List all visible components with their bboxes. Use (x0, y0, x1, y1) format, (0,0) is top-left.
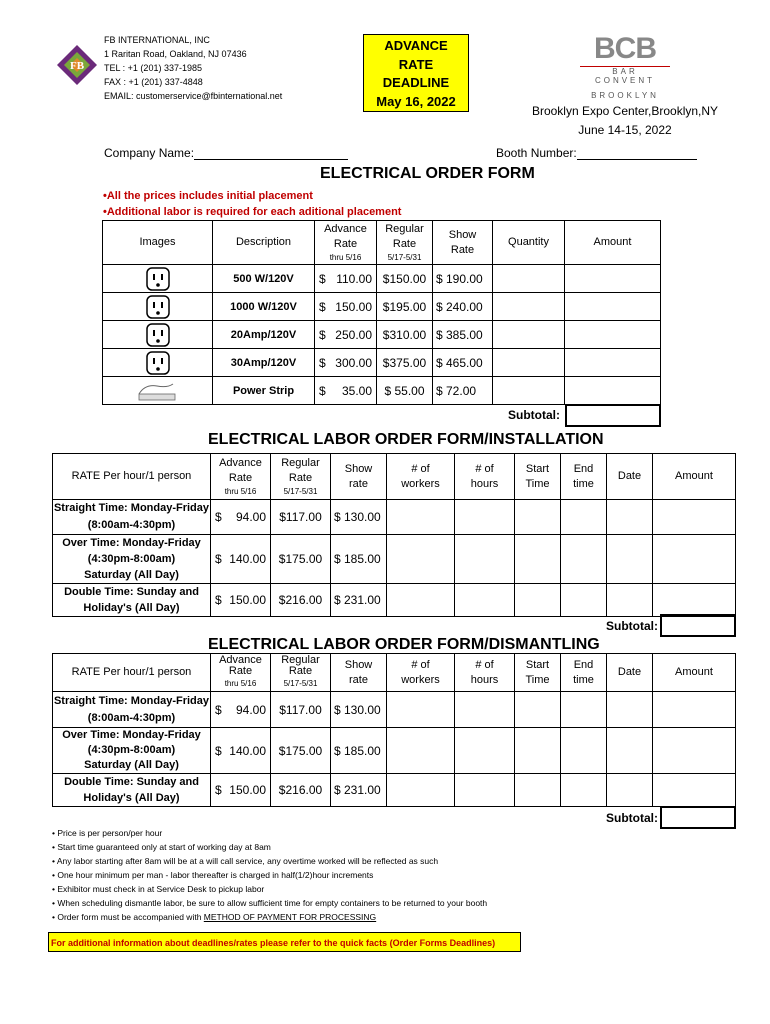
col-show-rate: Show rate (331, 654, 387, 692)
end-time-input[interactable] (561, 692, 607, 728)
hours-input[interactable] (455, 728, 515, 774)
col-amount: Amount (653, 454, 736, 500)
dismantling-labor-table (52, 653, 736, 807)
row-regular-rate: $310.00 (377, 321, 433, 349)
installation-subtotal-label: Subtotal: (606, 619, 658, 633)
hours-input[interactable] (455, 535, 515, 584)
note-item: • Price is per person/per hour (52, 828, 163, 838)
note-item: • Any labor starting after 8am will be at a will call service, any overtime worked will be reflected as such (52, 856, 439, 866)
electrical-order-title: ELECTRICAL ORDER FORM (320, 165, 535, 182)
row-regular-rate: $175.00 (271, 728, 331, 774)
col-amount: Amount (653, 654, 736, 692)
rate-label: Double Time: Sunday and Holiday's (All Day) (53, 584, 211, 617)
quantity-input[interactable] (493, 293, 565, 321)
row-show-rate: $ 190.00 (433, 265, 493, 293)
table-row (103, 265, 661, 293)
table-row (53, 692, 736, 728)
event-venue: Brooklyn Expo Center,Brooklyn,NY (531, 104, 719, 118)
amount-cell (653, 535, 736, 584)
row-regular-rate: $150.00 (377, 265, 433, 293)
row-advance-rate: $ 35.00 (315, 377, 377, 405)
col-amount: Amount (565, 221, 661, 265)
amount-cell (565, 293, 661, 321)
col-regular-rate: Regular Rate 5/17-5/31 (271, 654, 331, 692)
row-regular-rate: $175.00 (271, 535, 331, 584)
amount-cell (565, 321, 661, 349)
workers-input[interactable] (387, 500, 455, 535)
row-regular-rate: $216.00 (271, 584, 331, 617)
col-rate-per-hour: RATE Per hour/1 person (53, 654, 211, 692)
order-subtotal-label: Subtotal: (508, 408, 560, 422)
date-input[interactable] (607, 728, 653, 774)
row-advance-rate: $ 150.00 (211, 774, 271, 807)
dismantling-subtotal-label: Subtotal: (606, 811, 658, 825)
end-time-input[interactable] (561, 584, 607, 617)
row-show-rate: $ 185.00 (331, 535, 387, 584)
start-time-input[interactable] (515, 728, 561, 774)
quantity-input[interactable] (493, 265, 565, 293)
outlet-icon (103, 321, 213, 349)
note-item: • One hour minimum per man - labor thereafter is charged in half(1/2)hour increments (52, 870, 374, 880)
rate-label: Straight Time: Monday-Friday (8:00am-4:30pm) (53, 500, 211, 535)
rate-label: Double Time: Sunday and Holiday's (All Day) (53, 774, 211, 807)
col-hours: # of hours (455, 654, 515, 692)
row-advance-rate: $ 150.00 (211, 584, 271, 617)
rate-label: Over Time: Monday-Friday (4:30pm-8:00am) Saturday (All Day) (53, 535, 211, 584)
company-tel: TEL : +1 (201) 337-1985 (104, 63, 202, 73)
company-email: EMAIL: customerservice@fbinternational.net (104, 91, 283, 101)
booth-number-field (496, 146, 697, 160)
row-advance-rate: $ 140.00 (211, 728, 271, 774)
outlet-icon (103, 265, 213, 293)
workers-input[interactable] (387, 535, 455, 584)
company-name-field (104, 146, 348, 160)
row-advance-rate: $ 110.00 (315, 265, 377, 293)
row-show-rate: $ 130.00 (331, 500, 387, 535)
start-time-input[interactable] (515, 774, 561, 807)
bcb-logo-text: BCB (594, 32, 656, 65)
note-item: • Exhibitor must check in at Service Desk to pickup labor (52, 884, 265, 894)
row-advance-rate: $ 140.00 (211, 535, 271, 584)
outlet-icon (103, 293, 213, 321)
deadline-date: May 16, 2022 (376, 93, 456, 109)
rate-label: Over Time: Monday-Friday (4:30pm-8:00am) Saturday (All Day) (53, 728, 211, 774)
order-notes (103, 188, 401, 220)
table-row (53, 584, 736, 617)
note-item: • When scheduling dismantle labor, be sure to allow sufficient time for empty containers to be returned to your booth (52, 898, 488, 908)
event-dates: June 14-15, 2022 (578, 123, 672, 137)
order-subtotal-input[interactable] (565, 404, 661, 427)
start-time-input[interactable] (515, 535, 561, 584)
row-description: 500 W/120V (213, 265, 315, 293)
note-item: • Start time guaranteed only at start of working day at 8am (52, 842, 271, 852)
col-images: Images (103, 221, 213, 265)
end-time-input[interactable] (561, 535, 607, 584)
row-regular-rate: $195.00 (377, 293, 433, 321)
col-workers: # of workers (387, 654, 455, 692)
company-name-label: Company Name: (104, 146, 195, 160)
col-hours: # of hours (455, 454, 515, 500)
table-row (103, 349, 661, 377)
amount-cell (565, 265, 661, 293)
fb-logo-icon (56, 44, 98, 86)
booth-number-label: Booth Number: (496, 146, 577, 160)
bcb-logo-sub: BAR CONVENT (580, 66, 670, 85)
installation-title: ELECTRICAL LABOR ORDER FORM/INSTALLATION (208, 431, 604, 448)
row-show-rate: $ 130.00 (331, 692, 387, 728)
row-description: 1000 W/120V (213, 293, 315, 321)
col-description: Description (213, 221, 315, 265)
start-time-input[interactable] (515, 692, 561, 728)
col-advance-rate: Advance Rate thru 5/16 (315, 221, 377, 265)
dismantling-subtotal-input[interactable] (660, 806, 736, 829)
col-quantity: Quantity (493, 221, 565, 265)
svg-text:FB: FB (69, 60, 85, 72)
col-start-time: Start Time (515, 454, 561, 500)
col-end-time: End time (561, 654, 607, 692)
row-description: 20Amp/120V (213, 321, 315, 349)
row-advance-rate: $ 94.00 (211, 500, 271, 535)
installation-labor-table (52, 453, 736, 617)
col-date: Date (607, 454, 653, 500)
workers-input[interactable] (387, 728, 455, 774)
workers-input[interactable] (387, 774, 455, 807)
row-show-rate: $ 185.00 (331, 728, 387, 774)
col-show-rate: Show rate (331, 454, 387, 500)
advance-rate-deadline-box (363, 34, 469, 112)
date-input[interactable] (607, 500, 653, 535)
quantity-input[interactable] (493, 321, 565, 349)
order-note-1: •All the prices includes initial placement (103, 190, 313, 202)
row-show-rate: $ 385.00 (433, 321, 493, 349)
amount-cell (653, 584, 736, 617)
installation-subtotal-input[interactable] (660, 614, 736, 637)
deadline-line-1: ADVANCE (384, 38, 448, 53)
date-input[interactable] (607, 584, 653, 617)
hours-input[interactable] (455, 692, 515, 728)
start-time-input[interactable] (515, 584, 561, 617)
table-row (53, 535, 736, 584)
company-info (104, 33, 282, 103)
workers-input[interactable] (387, 584, 455, 617)
dismantling-title: ELECTRICAL LABOR ORDER FORM/DISMANTLING (208, 636, 600, 653)
col-regular-rate: Regular Rate 5/17-5/31 (271, 454, 331, 500)
date-input[interactable] (607, 535, 653, 584)
company-address: 1 Raritan Road, Oakland, NJ 07436 (104, 49, 247, 59)
company-name-input[interactable] (194, 147, 348, 160)
amount-cell (565, 377, 661, 405)
row-advance-rate: $ 150.00 (315, 293, 377, 321)
deadline-line-2: RATE (398, 56, 434, 72)
row-regular-rate: $ 55.00 (377, 377, 433, 405)
end-time-input[interactable] (561, 774, 607, 807)
date-input[interactable] (607, 692, 653, 728)
note-item: • Order form must be accompanied with METHOD OF PAYMENT FOR PROCESSING (52, 912, 377, 922)
row-advance-rate: $ 250.00 (315, 321, 377, 349)
row-show-rate: $ 231.00 (331, 774, 387, 807)
col-date: Date (607, 654, 653, 692)
power-strip-icon (103, 377, 213, 405)
hours-input[interactable] (455, 584, 515, 617)
row-show-rate: $ 231.00 (331, 584, 387, 617)
start-time-input[interactable] (515, 500, 561, 535)
row-show-rate: $ 240.00 (433, 293, 493, 321)
row-regular-rate: $117.00 (271, 692, 331, 728)
company-fax: FAX : +1 (201) 337-4848 (104, 77, 203, 87)
col-start-time: Start Time (515, 654, 561, 692)
amount-cell (653, 692, 736, 728)
date-input[interactable] (607, 774, 653, 807)
row-advance-rate: $ 94.00 (211, 692, 271, 728)
table-row (103, 377, 661, 405)
end-time-input[interactable] (561, 500, 607, 535)
amount-cell (565, 349, 661, 377)
col-rate-per-hour: RATE Per hour/1 person (53, 454, 211, 500)
col-end-time: End time (561, 454, 607, 500)
workers-input[interactable] (387, 692, 455, 728)
col-advance-rate: Advance Rate thru 5/16 (211, 454, 271, 500)
row-show-rate: $ 72.00 (433, 377, 493, 405)
deadlines-info-banner: For additional information about deadlines/rates please refer to the quick facts (Order Forms Deadlines) (48, 932, 521, 952)
row-description: 30Amp/120V (213, 349, 315, 377)
table-row (53, 728, 736, 774)
row-regular-rate: $216.00 (271, 774, 331, 807)
quantity-input[interactable] (493, 377, 565, 405)
terms-notes (52, 826, 487, 924)
payment-method-link[interactable]: METHOD OF PAYMENT FOR PROCESSING (203, 912, 377, 922)
hours-input[interactable] (455, 774, 515, 807)
order-note-2: •Additional labor is required for each aditional placement (103, 206, 402, 218)
amount-cell (653, 500, 736, 535)
row-regular-rate: $117.00 (271, 500, 331, 535)
booth-number-input[interactable] (577, 147, 697, 160)
table-row (103, 321, 661, 349)
event-location (530, 102, 720, 140)
col-regular-rate: Regular Rate 5/17-5/31 (377, 221, 433, 265)
row-description: Power Strip (213, 377, 315, 405)
amount-cell (653, 774, 736, 807)
row-regular-rate: $375.00 (377, 349, 433, 377)
table-row (53, 500, 736, 535)
company-name: FB INTERNATIONAL, INC (104, 35, 210, 45)
quantity-input[interactable] (493, 349, 565, 377)
electrical-order-table (102, 220, 661, 405)
col-show-rate: Show Rate (433, 221, 493, 265)
table-row (103, 293, 661, 321)
row-advance-rate: $ 300.00 (315, 349, 377, 377)
table-row (53, 774, 736, 807)
outlet-icon (103, 349, 213, 377)
hours-input[interactable] (455, 500, 515, 535)
deadline-line-3: DEADLINE (382, 75, 450, 90)
col-advance-rate: Advance Rate thru 5/16 (211, 654, 271, 692)
rate-label: Straight Time: Monday-Friday (8:00am-4:30pm) (53, 692, 211, 728)
bcb-logo-city: BROOKLYN (591, 91, 659, 100)
end-time-input[interactable] (561, 728, 607, 774)
bar-convent-logo (580, 32, 670, 100)
col-workers: # of workers (387, 454, 455, 500)
amount-cell (653, 728, 736, 774)
row-show-rate: $ 465.00 (433, 349, 493, 377)
